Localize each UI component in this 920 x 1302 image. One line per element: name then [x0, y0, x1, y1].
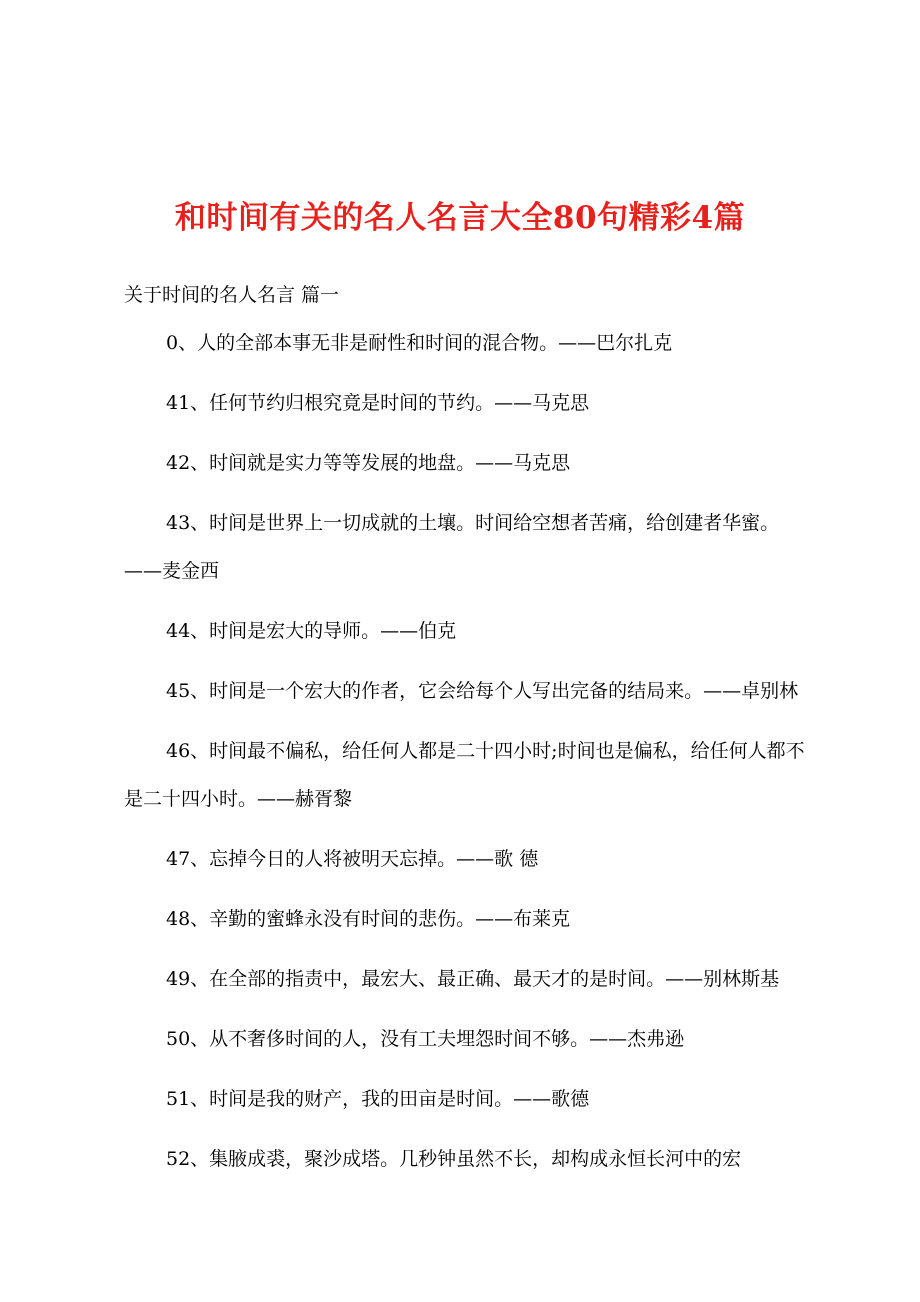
quote-paragraph: 44、时间是宏大的导师。——伯克	[166, 620, 457, 642]
quote-paragraph: 43、时间是世界上一切成就的土壤。时间给空想者苦痛，给创建者华蜜。——麦金西	[124, 512, 780, 582]
quote-paragraph: 46、时间最不偏私，给任何人都是二十四小时;时间也是偏私，给任何人都不是二十四小时。——赫胥黎	[124, 740, 805, 810]
section-heading: 关于时间的名人名言 篇一	[124, 284, 340, 306]
quote-paragraph: 50、从不奢侈时间的人，没有工夫埋怨时间不够。——杰弗逊	[166, 1028, 685, 1050]
quote-paragraph: 42、时间就是实力等等发展的地盘。——马克思	[166, 452, 571, 474]
quote-paragraph: 49、在全部的指责中，最宏大、最正确、最天才的是时间。——别林斯基	[166, 968, 780, 990]
quote-paragraph: 47、忘掉今日的人将被明天忘掉。——歌 德	[166, 848, 539, 870]
quote-paragraph: 0、人的全部本事无非是耐性和时间的混合物。——巴尔扎克	[166, 332, 673, 354]
quote-paragraph: 51、时间是我的财产，我的田亩是时间。——歌德	[166, 1088, 590, 1110]
quote-paragraph: 45、时间是一个宏大的作者，它会给每个人写出完备的结局来。——卓别林	[166, 680, 799, 702]
quote-paragraph: 41、任何节约归根究竟是时间的节约。——马克思	[166, 392, 590, 414]
quote-paragraph: 52、集腋成裘，聚沙成塔。几秒钟虽然不长，却构成永恒长河中的宏	[166, 1148, 742, 1170]
quote-paragraph: 48、辛勤的蜜蜂永没有时间的悲伤。——布莱克	[166, 908, 571, 930]
document-body	[124, 283, 814, 1207]
document-title: 和时间有关的名人名言大全80句精彩4篇	[174, 200, 746, 236]
